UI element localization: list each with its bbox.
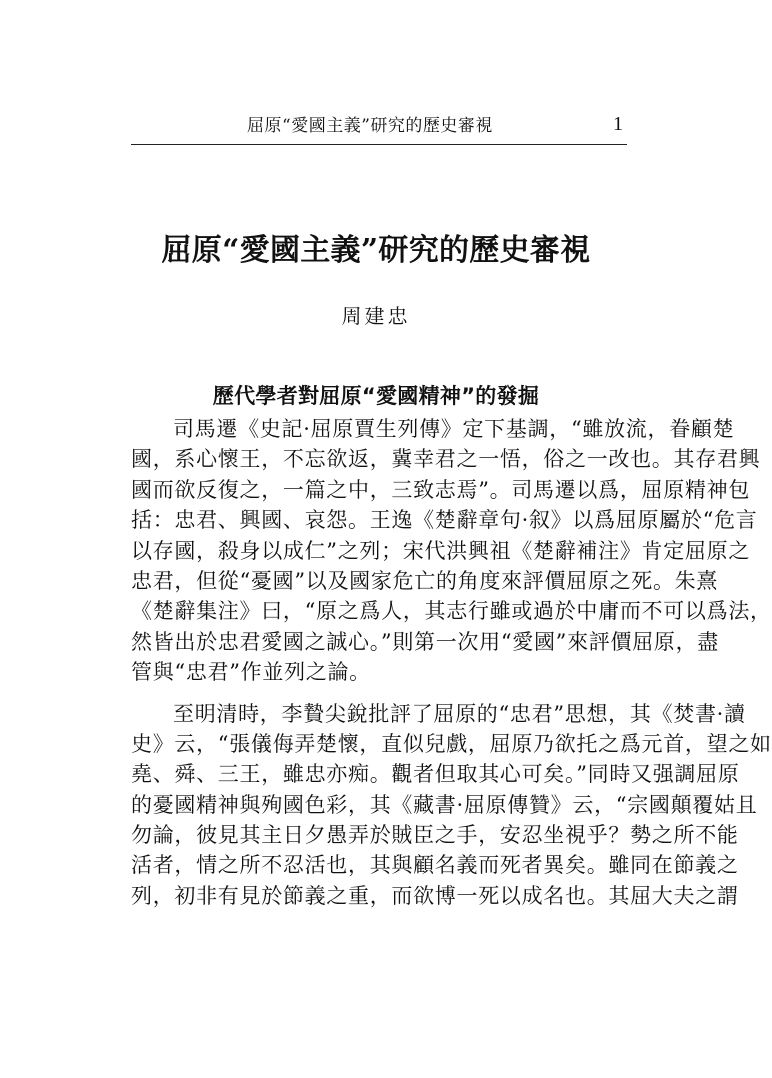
text-line: 勿論，彼見其主日夕愚弄於賊臣之手，安忍坐視乎？勢之所不能 — [131, 823, 739, 848]
author-name: 周建忠 — [341, 304, 411, 328]
text-line: 然皆出於忠君愛國之誠心。”則第一次用“愛國”來評價屈原，盡 — [131, 629, 720, 654]
text-line: 司馬遷《史記·屈原賈生列傳》定下基調，“雖放流，眷顧楚 — [173, 417, 735, 441]
text-line: 史》云，“張儀侮弄楚懷，直似兒戲，屈原乃欲托之爲元首，望之如 — [131, 731, 772, 756]
text-line: 活者，情之所不忍活也，其與顧名義而死者異矣。雖同在節義之 — [131, 853, 739, 878]
page-number: 1 — [613, 113, 623, 135]
paragraph-1 — [131, 414, 772, 688]
text-line: 以存國，殺身以成仁”之列；宋代洪興祖《楚辭補注》肯定屈原之 — [131, 538, 751, 563]
text-line: 括：忠君、興國、哀怨。王逸《楚辭章句·叙》以爲屈原屬於“危言 — [131, 508, 758, 533]
running-header — [131, 112, 627, 145]
paragraph-spacer — [131, 688, 631, 699]
paragraph-2 — [131, 699, 772, 912]
section-heading: 歷代學者對屈原“愛國精神”的發掘 — [212, 384, 540, 409]
text-line: 管與“忠君”作並列之論。 — [131, 660, 371, 685]
text-line: 國，系心懷王，不忘欲返，冀幸君之一悟，俗之一改也。其存君興 — [131, 447, 761, 472]
text-line: 至明清時，李贄尖銳批評了屈原的“忠君”思想，其《焚書·讀 — [173, 701, 746, 726]
text-line: 《楚辭集注》曰，“原之爲人，其志行雖或過於中庸而不可以爲法， — [131, 599, 772, 624]
text-line: 忠君，但從“憂國”以及國家危亡的角度來評價屈原之死。朱熹 — [131, 568, 719, 593]
text-line: 列，初非有見於節義之重，而欲博一死以成名也。其屈大夫之謂 — [131, 883, 739, 908]
running-title: 屈原“愛國主義”研究的歷史審視 — [247, 116, 493, 136]
text-line: 的憂國精神與殉國色彩，其《藏書·屈原傳贊》云，“宗國顛覆姑且 — [131, 792, 758, 817]
body-text — [131, 414, 772, 911]
article-title: 屈原“愛國主義”研究的歷史審視 — [161, 233, 591, 269]
text-line: 堯、舜、三王，雖忠亦痴。觀者但取其心可矣。”同時又强調屈原 — [131, 762, 740, 787]
text-line: 國而欲反復之，一篇之中，三致志焉”。司馬遷以爲，屈原精神包 — [131, 477, 751, 502]
